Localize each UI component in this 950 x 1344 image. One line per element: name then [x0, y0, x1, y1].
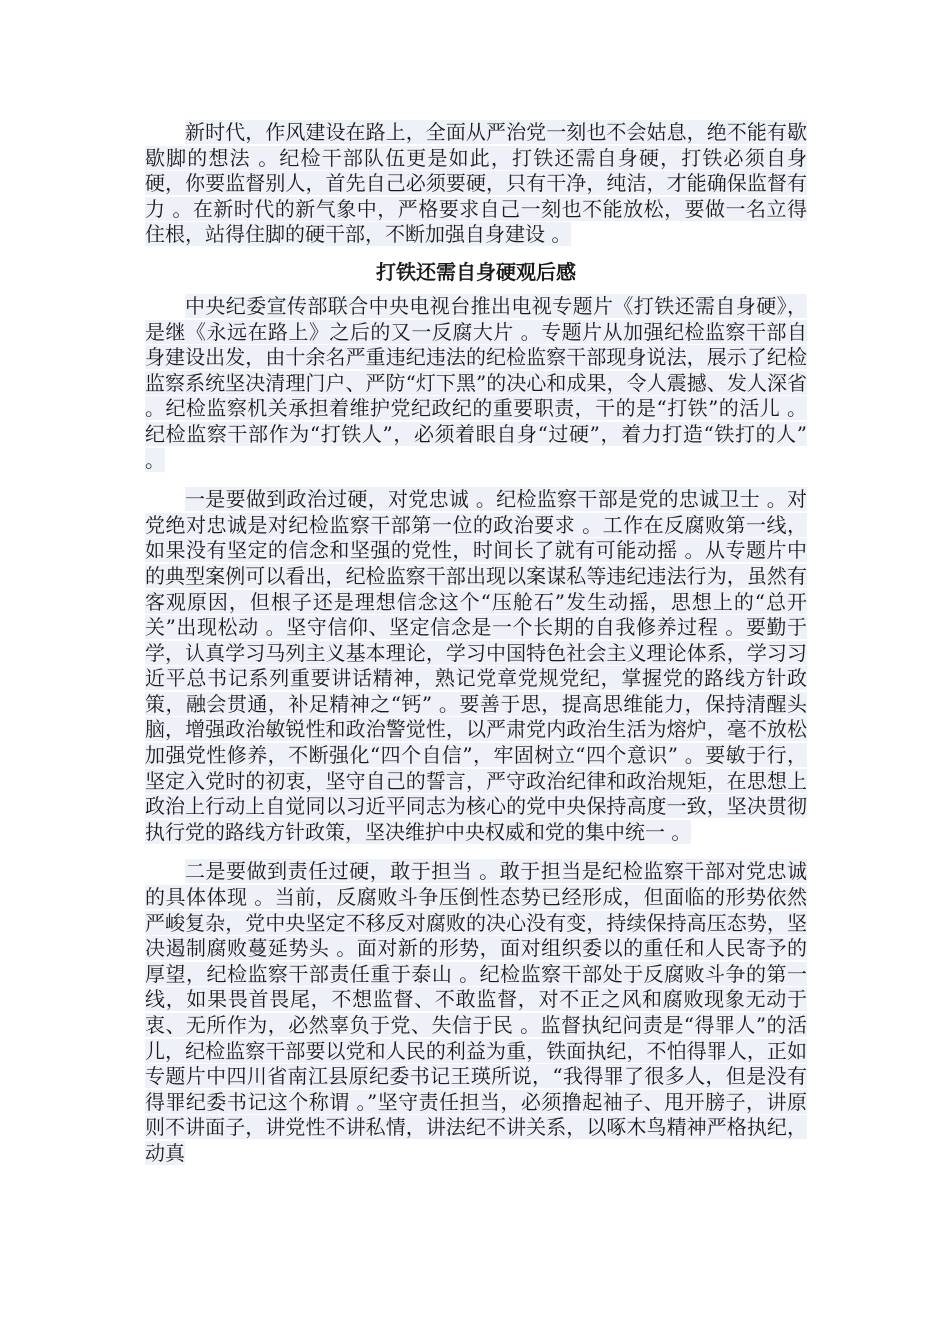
- document-body: [145, 120, 807, 1167]
- paragraph-spacer: [145, 845, 807, 859]
- paragraph-1-text: 中央纪委宣传部联合中央电视台推出电视专题片《打铁还需自身硬》，是继《永远在路上》之后的又一反腐大片 。专题片从加强纪检监察干部自身建设出发，由十余名严重违纪违法的纪检监察干部现身说法，展示了纪检监察系统坚决清理门户、严防“灯下黑”的决心和成果，令人震撼、发人深省 。纪检监察机关承担着维护党纪政纪的重要职责，干的是“打铁”的活儿 。纪检监察干部作为“打铁人”，必须着眼自身“过硬”，着力打造“铁打的人” 。: [145, 293, 807, 472]
- paragraph-1: [145, 294, 807, 473]
- paragraph-2-text: 一是要做到政治过硬，对党忠诚 。纪检监察干部是党的忠诚卫士 。对党绝对忠诚是对纪检监察干部第一位的政治要求 。工作在反腐败第一线，如果没有坚定的信念和坚强的党性，时间长了就有可能动摇 。从专题片中的典型案例可以看出，纪检监察干部出现以案谋私等违纪违法行为，虽然有客观原因，但根子还是理想信念这个“压舱石”发生动摇，思想上的“总开关”出现松动 。坚守信仰、坚定信念是一个长期的自我修养过程 。要勤于学，认真学习马列主义基本理论，学习中国特色社会主义理论体系，学习习近平总书记系列重要讲话精神，熟记党章党规党纪，掌握党的路线方针政策，融会贯通，补足精神之“钙” 。要善于思，提高思维能力，保持清醒头脑，增强政治敏锐性和政治警觉性，以严肃党内政治生活为熔炉，毫不放松加强党性修养，不断强化“四个自信”，牢固树立“四个意识” 。要敏于行，坚定入党时的初衷，坚守自己的誓言，严守政治纪律和政治规矩，在思想上政治上行动上自觉同以习近平同志为核心的党中央保持高度一致，坚决贯彻执行党的路线方针政策，坚决维护中央权威和党的集中统一 。: [145, 487, 807, 844]
- paragraph-2: [145, 487, 807, 845]
- paragraph-3: [145, 859, 807, 1166]
- document-title: 打铁还需自身硬观后感: [376, 259, 576, 284]
- paragraph-spacer: [145, 473, 807, 487]
- paragraph-3-text: 二是要做到责任过硬，敢于担当 。敢于担当是纪检监察干部对党忠诚的具体体现 。当前，反腐败斗争压倒性态势已经形成，但面临的形势依然严峻复杂，党中央坚定不移反对腐败的决心没有变，持续保持高压态势，坚决遏制腐败蔓延势头 。面对新的形势，面对组织委以的重任和人民寄予的厚望，纪检监察干部责任重于泰山 。纪检监察干部处于反腐败斗争的第一线，如果畏首畏尾，不想监督、不敢监督，对不正之风和腐败现象无动于衷、无所作为，必然辜负于党、失信于民 。监督执纪问责是“得罪人”的活儿，纪检监察干部要以党和人民的利益为重，铁面执纪，不怕得罪人，正如专题片中四川省南江县原纪委书记王瑛所说，“我得罪了很多人，但是没有得罪纪委书记这个称谓 。”坚守责任担当，必须撸起袖子、甩开膀子，讲原则不讲面子，讲党性不讲私情，讲法纪不讲关系，以啄木鸟精神严格执纪，动真: [145, 859, 807, 1165]
- intro-paragraph-text: 新时代，作风建设在路上，全面从严治党一刻也不会姑息，绝不能有歇歇脚的想法 。纪检干部队伍更是如此，打铁还需自身硬，打铁必须自身硬，你要监督别人，首先自己必须要硬，只有干净，纯洁，才能确保监督有力 。在新时代的新气象中，严格要求自己一刻也不能放松，要做一名立得住根，站得住脚的硬干部，不断加强自身建设 。: [145, 120, 807, 247]
- intro-paragraph: [145, 120, 807, 248]
